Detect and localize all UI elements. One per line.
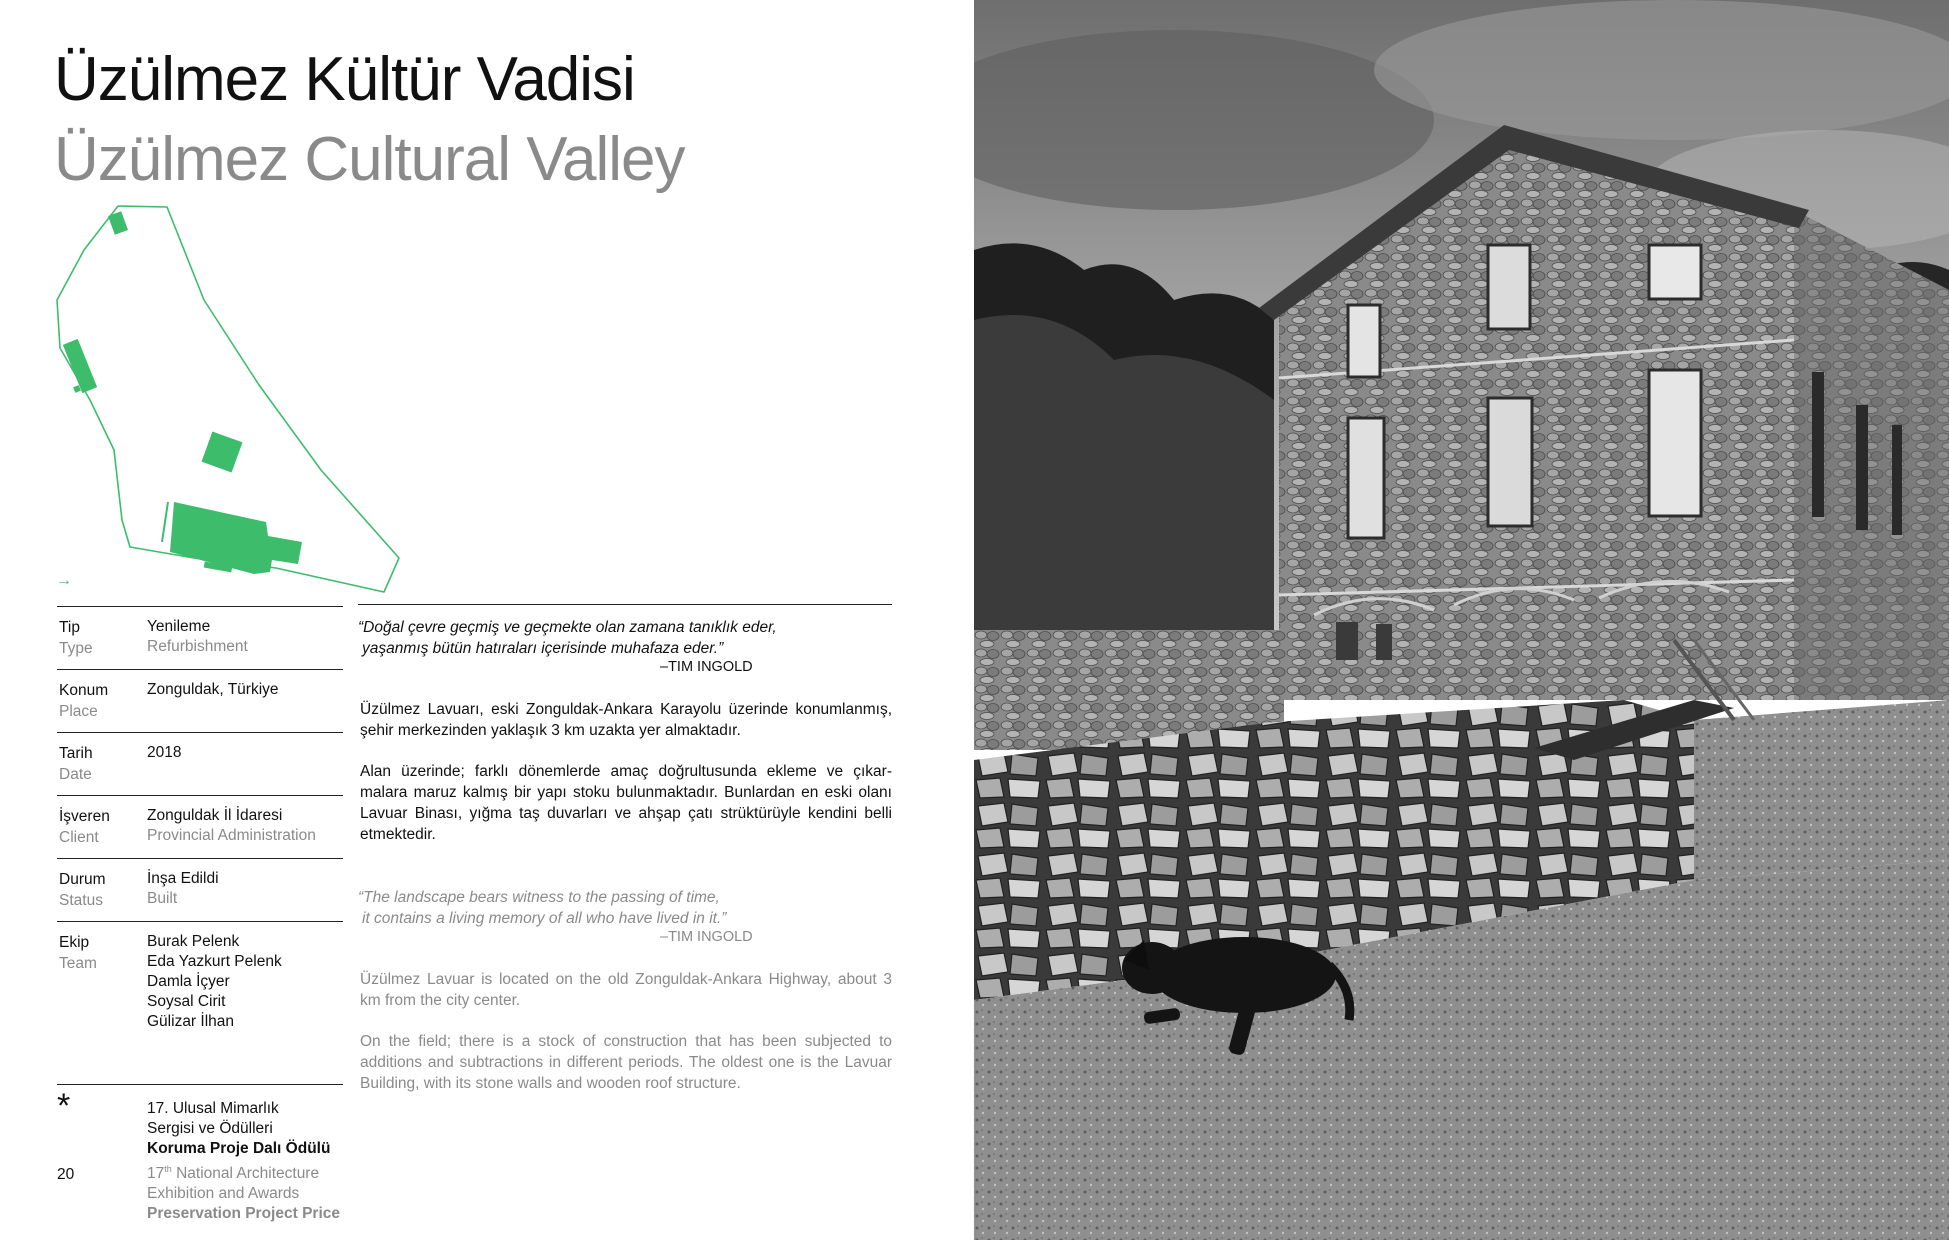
team-list: [147, 932, 282, 1032]
award-en-line: Preservation Project Price: [147, 1205, 340, 1223]
award-tr-line: Sergisi ve Ödülleri: [147, 1120, 273, 1137]
left-page: [0, 0, 974, 1240]
paragraph-tr-2: Alan üzerinde; farklı dönemlerde amaç doğrultusunda ekleme ve çıkar-malara maruz kalmış bir yapı stoku bulunmaktadır. Bunlardan en eski olanı Lavuar Binası, yığma taş duvarları ve ahşap çatı strüktürüyle kendini belli etmektedir.: [360, 763, 892, 843]
meta-row-place: [57, 669, 343, 732]
page-number: 20: [57, 1166, 75, 1183]
paragraph-en-2: On the field; there is a stock of construction that has been subjected to additions and subtractions in different periods. The oldest one is the Lavuar Building, with its stone walls and wooden roof structure.: [360, 1033, 892, 1092]
award-row: [57, 1084, 343, 1225]
paragraph-en-1: Üzülmez Lavuar is located on the old Zonguldak-Ankara Highway, about 3 km from the city center.: [360, 971, 892, 1009]
meta-key-en: Team: [59, 955, 97, 972]
meta-key-en: Date: [59, 766, 92, 783]
meta-key-en: Status: [59, 892, 103, 909]
meta-row-date: [57, 732, 343, 795]
meta-row-client: [57, 795, 343, 858]
quote-turkish: “Doğal çevre geçmiş ve geçmekte olan zamana tanıklık eder, yaşanmış bütün hatıraları içerisinde muhafaza eder.”: [358, 619, 777, 657]
quote-english: “The landscape bears witness to the passing of time, it contains a living memory of all who have lived in it.”: [358, 889, 727, 927]
team-member: Burak Pelenk: [147, 933, 240, 950]
text-column: [358, 604, 892, 1092]
meta-val-tr: Zonguldak, Türkiye: [147, 681, 279, 698]
site-plan: [54, 200, 404, 600]
team-member: Eda Yazkurt Pelenk: [147, 953, 282, 970]
building-long: [63, 339, 97, 393]
award-en-line: Exhibition and Awards: [147, 1185, 300, 1203]
team-member: Soysal Cirit: [147, 993, 226, 1010]
award-en-line: 17th National Architecture: [147, 1164, 320, 1183]
meta-key-tr: Konum: [59, 682, 109, 699]
meta-row-status: [57, 858, 343, 921]
title-turkish: Üzülmez Kültür Vadisi: [54, 45, 635, 114]
meta-val-tr: Yenileme: [147, 618, 211, 635]
quote-author: –TIM INGOLD: [660, 659, 753, 675]
meta-key-en: Type: [59, 640, 93, 657]
paragraph-tr-1: Üzülmez Lavuarı, eski Zonguldak-Ankara Karayolu üzerinde konumlanmış, şehir merkezinden yaklaşık 3 km uzakta yer almaktadır.: [360, 701, 892, 739]
meta-key-tr: Ekip: [59, 934, 90, 951]
meta-val-tr: Zonguldak İl İdaresi: [147, 807, 283, 824]
meta-key-tr: Durum: [59, 871, 106, 888]
meta-val-en: Refurbishment: [147, 638, 248, 655]
building-photo: [974, 0, 1949, 1240]
project-info-table: [57, 606, 343, 1225]
meta-key-tr: Tip: [59, 619, 80, 636]
meta-key-tr: İşveren: [59, 808, 110, 825]
asterisk-icon: *: [57, 1087, 71, 1125]
meta-val-en: Built: [147, 890, 178, 907]
meta-key-tr: Tarih: [59, 745, 93, 762]
photo-illustration: [974, 0, 1949, 1240]
meta-row-type: [57, 606, 343, 669]
meta-key-en: Place: [59, 703, 98, 720]
meta-val-tr: İnşa Edildi: [147, 870, 219, 887]
meta-key-en: Client: [59, 829, 99, 846]
building-lavuar-edge: [162, 502, 168, 542]
team-member: Gülizar İlhan: [147, 1013, 235, 1030]
quote-author: –TIM INGOLD: [660, 929, 753, 945]
award-tr-line: 17. Ulusal Mimarlık: [147, 1100, 279, 1117]
building-square: [201, 431, 242, 472]
award-tr-line: Koruma Proje Dalı Ödülü: [147, 1140, 331, 1157]
arrow-icon: →: [56, 572, 72, 589]
meta-val-tr: 2018: [147, 744, 182, 761]
team-member: Damla İçyer: [147, 973, 230, 990]
meta-row-team: [57, 921, 343, 1084]
meta-val-en: Provincial Administration: [147, 827, 316, 844]
building-lavuar: [170, 502, 302, 574]
title-english: Üzülmez Cultural Valley: [54, 125, 685, 194]
